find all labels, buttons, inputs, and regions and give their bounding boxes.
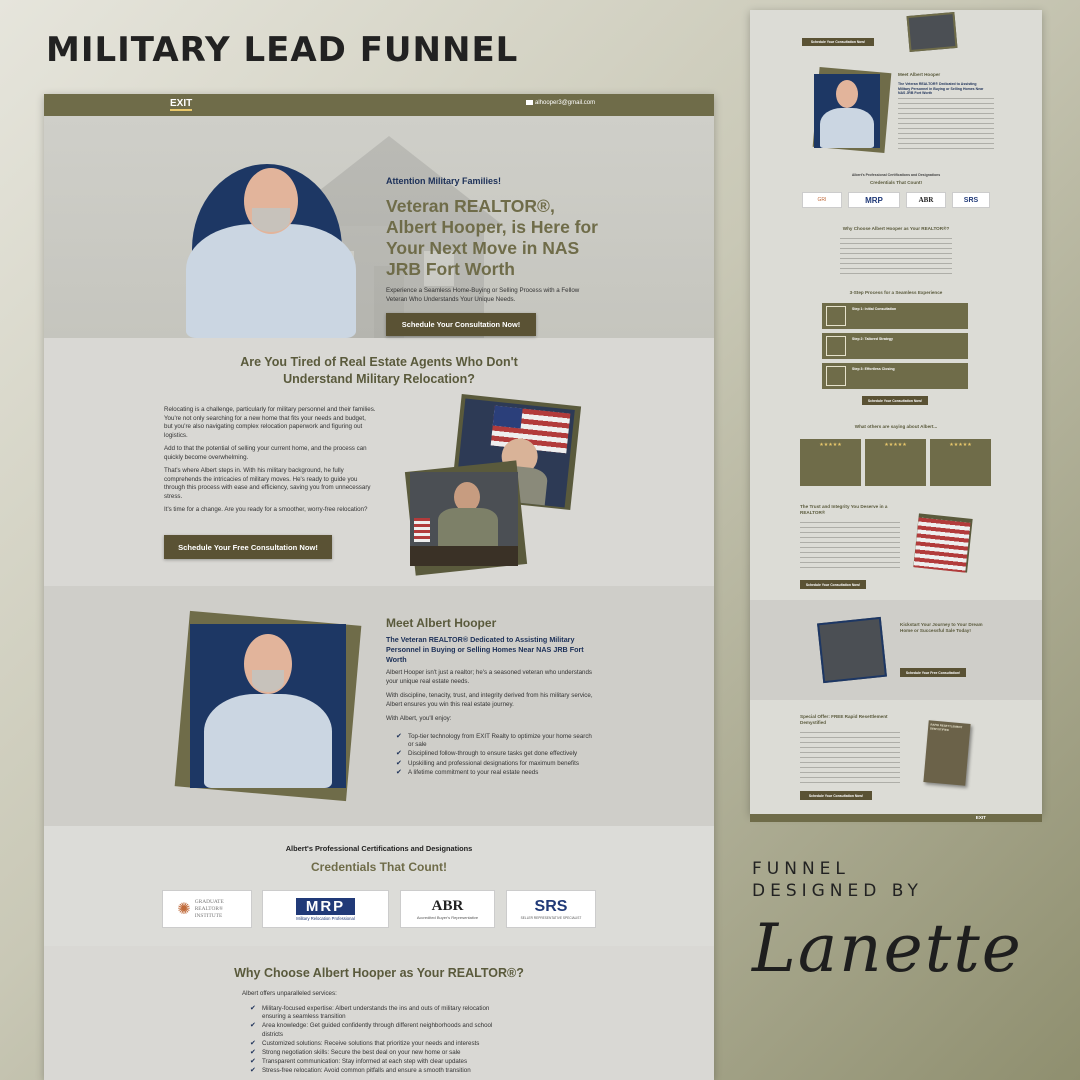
credentials-title: Credentials That Count! xyxy=(310,860,447,874)
side-cred-kicker: Albert's Professional Certifications and Designations xyxy=(851,173,941,177)
exit-logo[interactable]: EXIT xyxy=(170,98,193,109)
hero-attention: Attention Military Families! xyxy=(386,176,502,186)
meet-p3: With Albert, you'll enjoy: xyxy=(386,715,452,722)
list-item: ✔ Customized solutions: Receive solutions that prioritize your needs and interests xyxy=(250,1039,480,1047)
designer-signature: Lanette xyxy=(752,910,1023,987)
side-footer-logo[interactable]: EXIT xyxy=(975,815,986,820)
gri-badge-text: GRADUATE REALTOR® INSTITUTE xyxy=(194,898,224,919)
side-step-2: Step 2: Tailored Strategy xyxy=(822,333,968,359)
side-testimonials-title: What others are saying about Albert... xyxy=(854,424,938,429)
hero-cta-button[interactable]: Schedule Your Consultation Now! xyxy=(386,313,536,336)
side-badge-srs: SRS xyxy=(952,192,990,208)
list-item: ✔ Area knowledge: Get guided confidently through different neighborhoods and school districts xyxy=(250,1022,493,1038)
meet-paragraphs xyxy=(386,669,596,724)
abr-badge-text: ABR xyxy=(431,898,464,914)
check-icon: ✔ xyxy=(396,733,402,740)
srs-badge-text: SRS xyxy=(534,898,568,915)
check-icon: ✔ xyxy=(250,1049,256,1057)
meet-benefits-list xyxy=(396,733,596,778)
designed-by-line2: DESIGNED BY xyxy=(752,881,923,901)
meet-p1: Albert Hooper isn't just a realtor; he's a seasoned veteran who understands your unique real estate needs. xyxy=(386,669,592,685)
hero-title: Veteran REALTOR®, Albert Hooper, is Here for Your Next Move in NAS JRB Fort Worth xyxy=(386,196,598,279)
side-badge-mrp: MRP xyxy=(848,192,900,208)
side-meet-portrait xyxy=(814,74,880,148)
badge-mrp xyxy=(262,890,389,928)
side-why-lines xyxy=(840,238,952,278)
side-kick-title: Kickstart Your Journey to Your Dream Home or Successful Sale Today! xyxy=(900,622,983,633)
stars-icon: ★★★★★ xyxy=(819,442,842,448)
check-icon: ✔ xyxy=(250,1058,256,1066)
side-offer-lines xyxy=(800,732,900,784)
tired-p3: That's where Albert steps in. With his military background, he fully comprehends the intricacies of military moves. He's ready to guide you through this process with ease and efficiency, saving you from unnecessary stress. xyxy=(164,467,371,500)
list-item: ✔ Strong negotiation skills: Secure the best deal on your new home or sale xyxy=(250,1049,461,1057)
tired-cta-button[interactable]: Schedule Your Free Consultation Now! xyxy=(164,535,332,559)
side-meet-text-lines xyxy=(898,98,994,152)
designed-by-caption xyxy=(752,858,923,902)
stars-icon: ★★★★★ xyxy=(884,442,907,448)
side-testimonial-1 xyxy=(800,439,861,486)
badge-srs xyxy=(506,890,596,928)
side-top-cta[interactable]: Schedule Your Consultation Now! xyxy=(802,38,874,46)
tired-title: Are You Tired of Real Estate Agents Who Don't Understand Military Relocation? xyxy=(240,355,518,386)
why-intro: Albert offers unparalleled services: xyxy=(242,990,337,997)
list-item: ✔ Top-tier technology from EXIT Realty to optimize your home search or sale xyxy=(396,733,592,749)
hero-subtitle: Experience a Seamless Home-Buying or Selling Process with a Fellow Veteran Who Understands Your Unique Needs. xyxy=(386,287,580,303)
check-icon: ✔ xyxy=(250,1005,256,1012)
side-book-title: RAPID RESETTLEMENT DEMYSTIFIED xyxy=(929,722,963,732)
badge-abr xyxy=(400,890,495,928)
page-headline: MILITARY LEAD FUNNEL xyxy=(46,30,519,70)
side-badge-abr: ABR xyxy=(906,192,946,208)
strategy-icon xyxy=(826,336,846,356)
nav-email[interactable] xyxy=(526,100,595,106)
gri-star-icon: ✺ xyxy=(177,901,191,918)
badge-gri xyxy=(162,890,252,928)
side-flag-image xyxy=(914,517,971,572)
side-trust-cta[interactable]: Schedule Your Consultation Now! xyxy=(800,580,866,589)
side-testimonial-2 xyxy=(865,439,926,486)
abr-badge-caption: Accredited Buyer's Representative xyxy=(416,915,479,920)
side-meet-title: Meet Albert Hooper xyxy=(898,72,941,77)
side-meet-sub: The Veteran REALTOR® Dedicated to Assisting Military Personnel in Buying or Selling Homes Near NAS JRB Fort Worth xyxy=(898,82,984,96)
list-item: ✔ Disciplined follow-through to ensure tasks get done effectively xyxy=(396,750,578,758)
check-icon: ✔ xyxy=(250,1039,256,1047)
check-icon: ✔ xyxy=(396,768,402,776)
side-footer-bar xyxy=(750,814,1042,822)
mrp-badge-text: MRP xyxy=(296,898,355,915)
nav-email-text: alhooper3@gmail.com xyxy=(535,100,596,107)
meet-p2: With discipline, tenacity, trust, and integrity derived from his military service, Albert ensures you win this real estate journey. xyxy=(386,692,593,708)
tired-p2: Add to that the potential of selling your current home, and the process can quickly become overwhelming. xyxy=(164,445,367,461)
meet-subtitle: The Veteran REALTOR® Dedicated to Assisting Military Personnel in Buying or Selling Homes Near NAS JRB Fort Worth xyxy=(386,635,584,664)
side-top-photo xyxy=(907,12,958,52)
house-icon xyxy=(826,366,846,386)
meet-portrait xyxy=(190,624,346,788)
check-icon: ✔ xyxy=(396,750,402,758)
side-trust-lines xyxy=(800,522,900,572)
side-step-3: Step 3: Effortless Closing xyxy=(822,363,968,389)
side-trust-title: The Trust and Integrity You Deserve in a REALTOR® xyxy=(800,504,888,515)
side-kick-photo xyxy=(817,617,887,683)
check-icon: ✔ xyxy=(396,759,402,767)
side-offer-cta[interactable]: Schedule Your Consultation Now! xyxy=(800,791,872,800)
soldier-photo xyxy=(410,472,518,566)
tired-p4: It's time for a change. Are you ready for a smoother, worry-free relocation? xyxy=(164,506,368,513)
main-funnel-preview xyxy=(44,94,714,1080)
list-item: ✔ A lifetime commitment to your real estate needs xyxy=(396,768,539,776)
consultation-icon xyxy=(826,306,846,326)
list-item: ✔ Transparent communication: Stay informed at each step with clear updates xyxy=(250,1058,468,1066)
hero-section xyxy=(44,116,714,338)
check-icon: ✔ xyxy=(250,1067,256,1075)
stars-icon: ★★★★★ xyxy=(949,442,972,448)
full-page-preview xyxy=(750,10,1042,814)
credentials-kicker: Albert's Professional Certifications and Designations xyxy=(285,844,473,853)
why-title: Why Choose Albert Hooper as Your REALTOR®? xyxy=(234,966,524,980)
top-nav xyxy=(44,94,714,116)
side-steps-title: 3-Step Process for a Seamless Experience xyxy=(849,290,943,295)
check-icon: ✔ xyxy=(250,1022,256,1030)
side-book xyxy=(923,720,970,785)
why-list xyxy=(250,1005,510,1077)
designed-by-line1: FUNNEL xyxy=(752,859,850,879)
list-item: ✔ Stress-free relocation: Avoid common pitfalls and ensure a smooth transition xyxy=(250,1067,471,1075)
srs-badge-caption: SELLER REPRESENTATIVE SPECIALIST xyxy=(520,916,582,920)
envelope-icon xyxy=(526,100,533,105)
side-offer-title: Special Offer: FREE Rapid Resettlement Demystified xyxy=(800,714,888,725)
albert-portrait-hero xyxy=(186,146,356,338)
side-why-title: Why Choose Albert Hooper as Your REALTOR®? xyxy=(842,226,950,231)
meet-section-bg xyxy=(44,586,714,826)
side-step-1: Step 1: Initial Consultation xyxy=(822,303,968,329)
meet-title: Meet Albert Hooper xyxy=(386,616,497,630)
list-item: ✔ Military-focused expertise: Albert understands the ins and outs of military relocation ensuring a seamless transition xyxy=(250,1005,490,1021)
side-kick-bg xyxy=(750,600,1042,700)
side-badge-gri: GRI xyxy=(802,192,842,208)
tired-p1: Relocating is a challenge, particularly for military personnel and their families. You're not only searching for a new home that fits your needs and budget, but you're also navigating complex relocation paperwork and figuring out logistics. xyxy=(164,406,376,439)
list-item: ✔ Upskilling and professional designations for maximum benefits xyxy=(396,759,579,767)
side-cred-title: Credentials That Count! xyxy=(869,180,923,185)
mrp-badge-caption: Military Relocation Professional xyxy=(296,915,355,921)
side-steps-cta[interactable]: Schedule Your Consultation Now! xyxy=(862,396,928,405)
side-testimonial-3 xyxy=(930,439,991,486)
side-kick-cta[interactable]: Schedule Your Free Consultation! xyxy=(900,668,966,677)
tired-paragraphs xyxy=(164,406,376,515)
